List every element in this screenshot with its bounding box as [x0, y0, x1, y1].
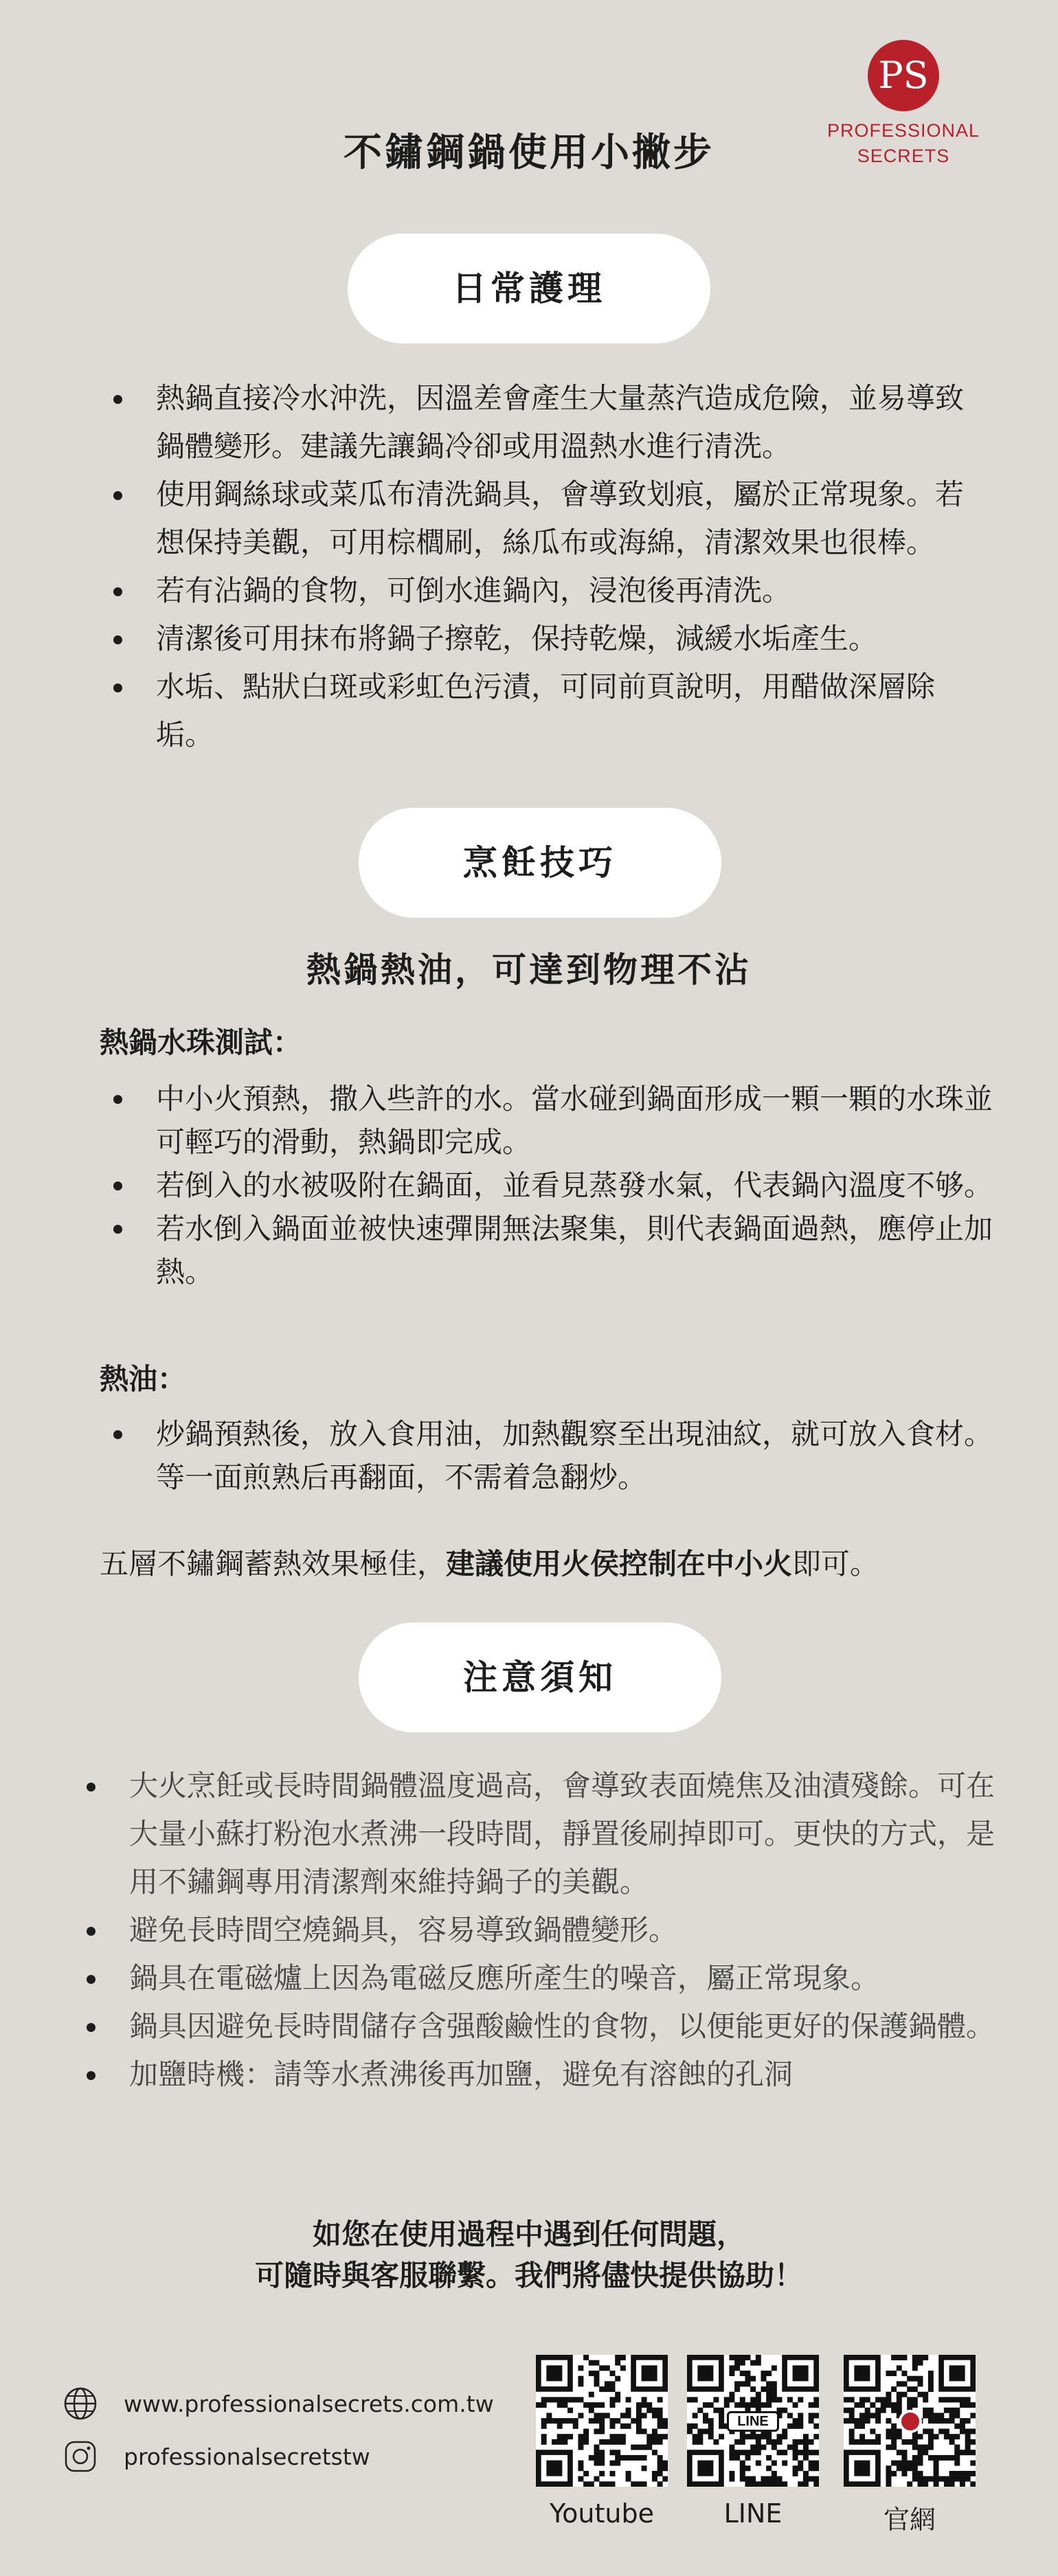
website-link[interactable]	[63, 2386, 494, 2421]
logo-text-line1: PROFESSIONAL	[826, 120, 980, 141]
logo-mark-icon: PS	[868, 40, 939, 111]
qr-code-line[interactable]	[687, 2355, 819, 2487]
contact-line-1: 如您在使用過程中遇到任何問題，	[312, 2217, 745, 2251]
list-item: 水垢、點狀白斑或彩虹色污漬，可同前頁說明，用醋做深層除垢。	[113, 663, 986, 759]
note-text-end: 即可。	[792, 1547, 879, 1581]
list-item: 若有沾鍋的食物，可倒水進鍋內，浸泡後再清洗。	[113, 567, 986, 615]
note-text: 五層不鏽鋼蓄熱效果極佳，	[100, 1547, 447, 1581]
cooking-subheading: 熱鍋熱油，可達到物理不沾	[306, 950, 752, 990]
list-item: 炒鍋預熱後，放入食用油，加熱觀察至出現油紋，就可放入食材。等一面煎熟后再翻面，不需着急翻炒。	[113, 1412, 993, 1499]
list-item: 鍋具因避免長時間儲存含强酸鹼性的食物，以便能更好的保護鍋體。	[87, 2002, 1011, 2050]
list-item: 加鹽時機：請等水煮沸後再加鹽，避免有溶蝕的孔洞	[87, 2050, 1011, 2099]
water-test-label: 熱鍋水珠測試：	[100, 1026, 302, 1059]
section-heading-daily-care: 日常護理	[348, 234, 710, 343]
list-item: 若水倒入鍋面並被快速彈開無法聚集，則代表鍋面過熱，應停止加熱。	[113, 1207, 993, 1293]
globe-icon	[63, 2386, 98, 2421]
list-item: 清潔後可用抹布將鍋子擦乾，保持乾燥，減緩水垢產生。	[113, 615, 986, 663]
list-item: 若倒入的水被吸附在鍋面，並看見蒸發水氣，代表鍋內溫度不够。	[113, 1164, 993, 1207]
page-title: 不鏽鋼鍋使用小撇步	[344, 131, 714, 175]
list-item: 大火烹飪或長時間鍋體溫度過高，會導致表面燒焦及油漬殘餘。可在大量小蘇打粉泡水煮沸一段時間，靜置後刷掉即可。更快的方式，是用不鏽鋼專用清潔劑來維持鍋子的美觀。	[87, 1762, 1011, 1906]
list-item: 熱鍋直接冷水沖洗，因溫差會產生大量蒸汽造成危險，並易導致鍋體變形。建議先讓鍋冷卻或用溫熱水進行清洗。	[113, 374, 986, 471]
daily-care-list	[113, 374, 986, 759]
section-heading-notice: 注意須知	[359, 1623, 721, 1732]
list-item: 避免長時間空燒鍋具，容易導致鍋體變形。	[87, 1906, 1011, 1954]
note-emphasis: 建議使用火侯控制在中小火	[446, 1547, 793, 1581]
instagram-icon	[63, 2439, 98, 2474]
qr-label-line: LINE	[723, 2498, 783, 2529]
instagram-link[interactable]	[63, 2439, 370, 2474]
section-heading-cooking: 烹飪技巧	[359, 808, 721, 918]
list-item: 鍋具在電磁爐上因為電磁反應所產生的噪音，屬正常現象。	[87, 1954, 1011, 2002]
heat-control-note	[100, 1544, 879, 1585]
qr-label-youtube: Youtube	[550, 2498, 654, 2529]
qr-label-website: 官網	[883, 2505, 936, 2535]
oil-label: 熱油：	[100, 1362, 187, 1396]
contact-line-2: 可隨時與客服聯繫。我們將儘快提供協助！	[254, 2259, 803, 2292]
brand-logo[interactable]	[821, 40, 986, 169]
line-logo-icon: LINE	[727, 2411, 779, 2432]
logo-text-line2: SECRETS	[857, 146, 950, 166]
notice-list	[87, 1762, 1011, 2099]
list-item: 使用鋼絲球或菜瓜布清洗鍋具，會導致划痕，屬於正常現象。若想保持美觀，可用棕櫚刷，絲瓜布或海綿，清潔效果也很棒。	[113, 471, 986, 567]
instagram-handle: professionalsecretstw	[124, 2443, 370, 2470]
website-url: www.professionalsecrets.com.tw	[124, 2390, 494, 2417]
water-test-list	[113, 1077, 993, 1293]
qr-code-website[interactable]	[844, 2355, 976, 2487]
list-item: 中小火預熱，撒入些許的水。當水碰到鍋面形成一顆一顆的水珠並可輕巧的滑動，熱鍋即完成。	[113, 1077, 993, 1164]
oil-list	[113, 1412, 993, 1499]
brand-mark-icon	[899, 2410, 922, 2433]
qr-code-youtube[interactable]	[536, 2355, 668, 2487]
